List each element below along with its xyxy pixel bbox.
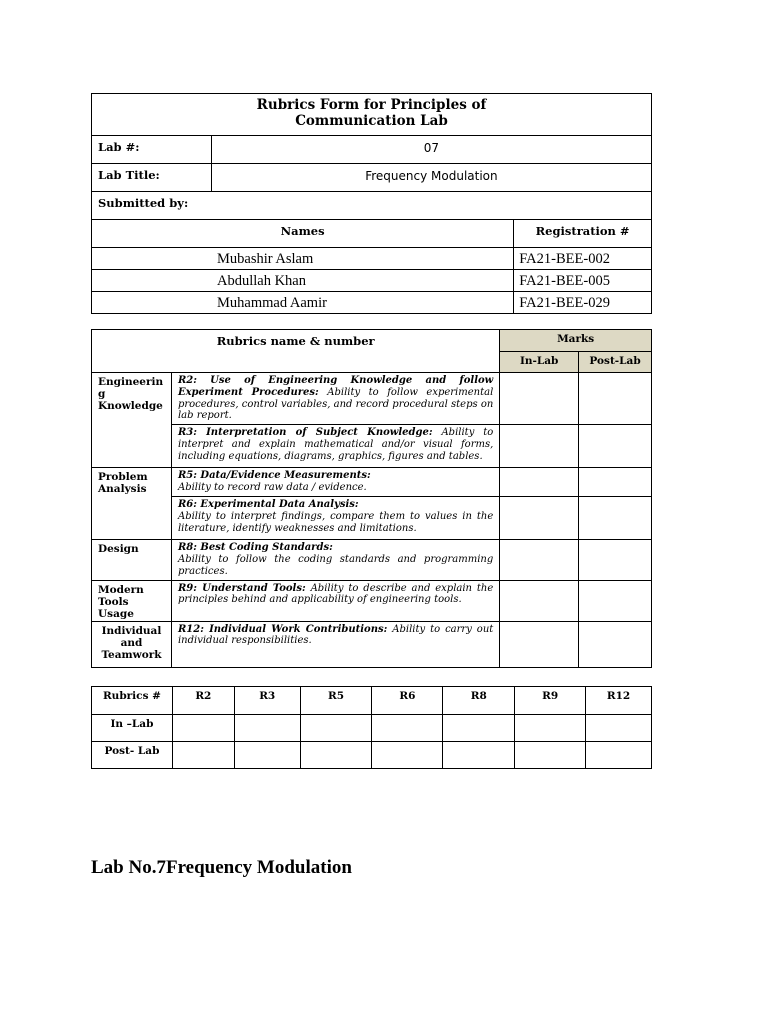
post-lab-header: Post-Lab [579, 352, 652, 373]
student-row [92, 292, 652, 314]
form-title-line2: Communication Lab [295, 113, 448, 129]
summary-cell[interactable] [515, 742, 586, 769]
in-lab-header: In-Lab [500, 352, 579, 373]
summary-cell[interactable] [372, 715, 443, 742]
summary-cell[interactable] [172, 742, 234, 769]
in-lab-mark-cell[interactable] [500, 540, 579, 580]
student-registration: FA21-BEE-002 [514, 248, 652, 270]
summary-cell[interactable] [586, 742, 652, 769]
summary-cell[interactable] [372, 742, 443, 769]
names-header: Names [92, 220, 514, 248]
student-row [92, 248, 652, 270]
rubric-title: R3: Interpretation of Subject Knowledge: [177, 427, 433, 439]
summary-post-lab-label: Post- Lab [92, 742, 173, 769]
summary-cell[interactable] [234, 715, 300, 742]
lab-number-value: 07 [211, 136, 651, 164]
in-lab-mark-cell[interactable] [500, 373, 579, 425]
rubrics-table [91, 329, 652, 668]
in-lab-mark-cell[interactable] [500, 468, 579, 497]
rubric-title: R9: Understand Tools: [177, 582, 306, 594]
category-text: Usage [98, 607, 134, 620]
summary-cell[interactable] [443, 742, 515, 769]
student-name: Abdullah Khan [92, 270, 514, 292]
summary-cell[interactable] [443, 715, 515, 742]
student-name: Muhammad Aamir [92, 292, 514, 314]
category-text: and [120, 636, 143, 649]
category-individual-teamwork [92, 621, 172, 667]
summary-cell[interactable] [234, 742, 300, 769]
form-title-line1: Rubrics Form for Principles of [256, 97, 487, 113]
category-design: Design [92, 540, 172, 580]
in-lab-mark-cell[interactable] [500, 580, 579, 621]
form-title [92, 94, 652, 136]
summary-cell[interactable] [172, 715, 234, 742]
student-row [92, 270, 652, 292]
rubric-description: Ability to follow experimental procedures, control variables, and record procedural steps on lab report. [177, 386, 494, 422]
summary-in-lab-label: In –Lab [92, 715, 173, 742]
rubric-title: R8: Best Coding Standards: [177, 542, 333, 554]
summary-col-r9: R9 [515, 687, 586, 715]
summary-rubrics-label: Rubrics # [92, 687, 173, 715]
lab-title-value: Frequency Modulation [211, 164, 651, 192]
rubric-title: R2: Use of Engineering Knowledge and follow Experiment Procedures: [177, 375, 494, 398]
lab-info-table [91, 93, 652, 314]
category-text: Knowledge [98, 400, 163, 412]
rubric-r8 [171, 540, 499, 580]
category-text: Modern [98, 583, 144, 596]
summary-col-r12: R12 [586, 687, 652, 715]
post-lab-mark-cell[interactable] [579, 373, 652, 425]
in-lab-mark-cell[interactable] [500, 621, 579, 667]
rubric-r9 [171, 580, 499, 621]
post-lab-mark-cell[interactable] [579, 497, 652, 540]
category-text: Analysis [98, 483, 147, 496]
rubric-r3 [171, 425, 499, 468]
category-text: Tools [98, 595, 129, 608]
student-name: Mubashir Aslam [92, 248, 514, 270]
category-modern-tools-usage [92, 580, 172, 621]
category-problem-analysis [92, 468, 172, 540]
post-lab-mark-cell[interactable] [579, 621, 652, 667]
summary-col-r3: R3 [234, 687, 300, 715]
rubric-description: Ability to interpret findings, compare them to values in the literature, identify weaknesses and limitations. [177, 510, 494, 534]
summary-cell[interactable] [300, 742, 372, 769]
category-text: g [98, 388, 106, 400]
rubrics-summary-table [91, 686, 652, 769]
registration-header: Registration # [514, 220, 652, 248]
rubric-description: Ability to carry out individual responsibilities. [177, 623, 494, 647]
summary-cell[interactable] [515, 715, 586, 742]
category-text: Teamwork [101, 648, 162, 661]
rubric-r6 [171, 497, 499, 540]
rubric-description: Ability to describe and explain the principles behind and applicability of engineering tools. [177, 582, 494, 606]
category-engineering-knowledge [92, 373, 172, 468]
rubric-description: Ability to record raw data / evidence. [177, 481, 367, 493]
rubric-r12 [171, 621, 499, 667]
post-lab-mark-cell[interactable] [579, 468, 652, 497]
in-lab-mark-cell[interactable] [500, 425, 579, 468]
lab-title-label: Lab Title: [92, 164, 212, 192]
rubric-description: Ability to interpret and explain mathematical and/or visual forms, including equations, diagrams, graphics, figures and tables. [177, 427, 494, 462]
post-lab-mark-cell[interactable] [579, 580, 652, 621]
rubrics-name-header: Rubrics name & number [92, 330, 500, 373]
post-lab-mark-cell[interactable] [579, 425, 652, 468]
lab-heading: Lab No.7Frequency Modulation [91, 857, 352, 878]
submitted-by-label: Submitted by: [92, 192, 652, 220]
summary-cell[interactable] [586, 715, 652, 742]
summary-cell[interactable] [300, 715, 372, 742]
rubric-title: R5: Data/Evidence Measurements: [177, 470, 371, 482]
rubric-r2 [171, 373, 499, 425]
summary-col-r6: R6 [372, 687, 443, 715]
rubric-title: R6: Experimental Data Analysis: [177, 499, 359, 511]
post-lab-mark-cell[interactable] [579, 540, 652, 580]
in-lab-mark-cell[interactable] [500, 497, 579, 540]
student-registration: FA21-BEE-029 [514, 292, 652, 314]
lab-number-label: Lab #: [92, 136, 212, 164]
category-text: Engineerin [98, 376, 164, 388]
category-text: Problem [98, 471, 148, 484]
summary-col-r8: R8 [443, 687, 515, 715]
rubric-description: Ability to follow the coding standards and programming practices. [177, 553, 494, 577]
rubric-r5 [171, 468, 499, 497]
summary-col-r2: R2 [172, 687, 234, 715]
student-registration: FA21-BEE-005 [514, 270, 652, 292]
marks-header: Marks [500, 330, 652, 352]
category-text: Individual [101, 624, 162, 637]
rubric-title: R12: Individual Work Contributions: [177, 623, 388, 635]
summary-col-r5: R5 [300, 687, 372, 715]
